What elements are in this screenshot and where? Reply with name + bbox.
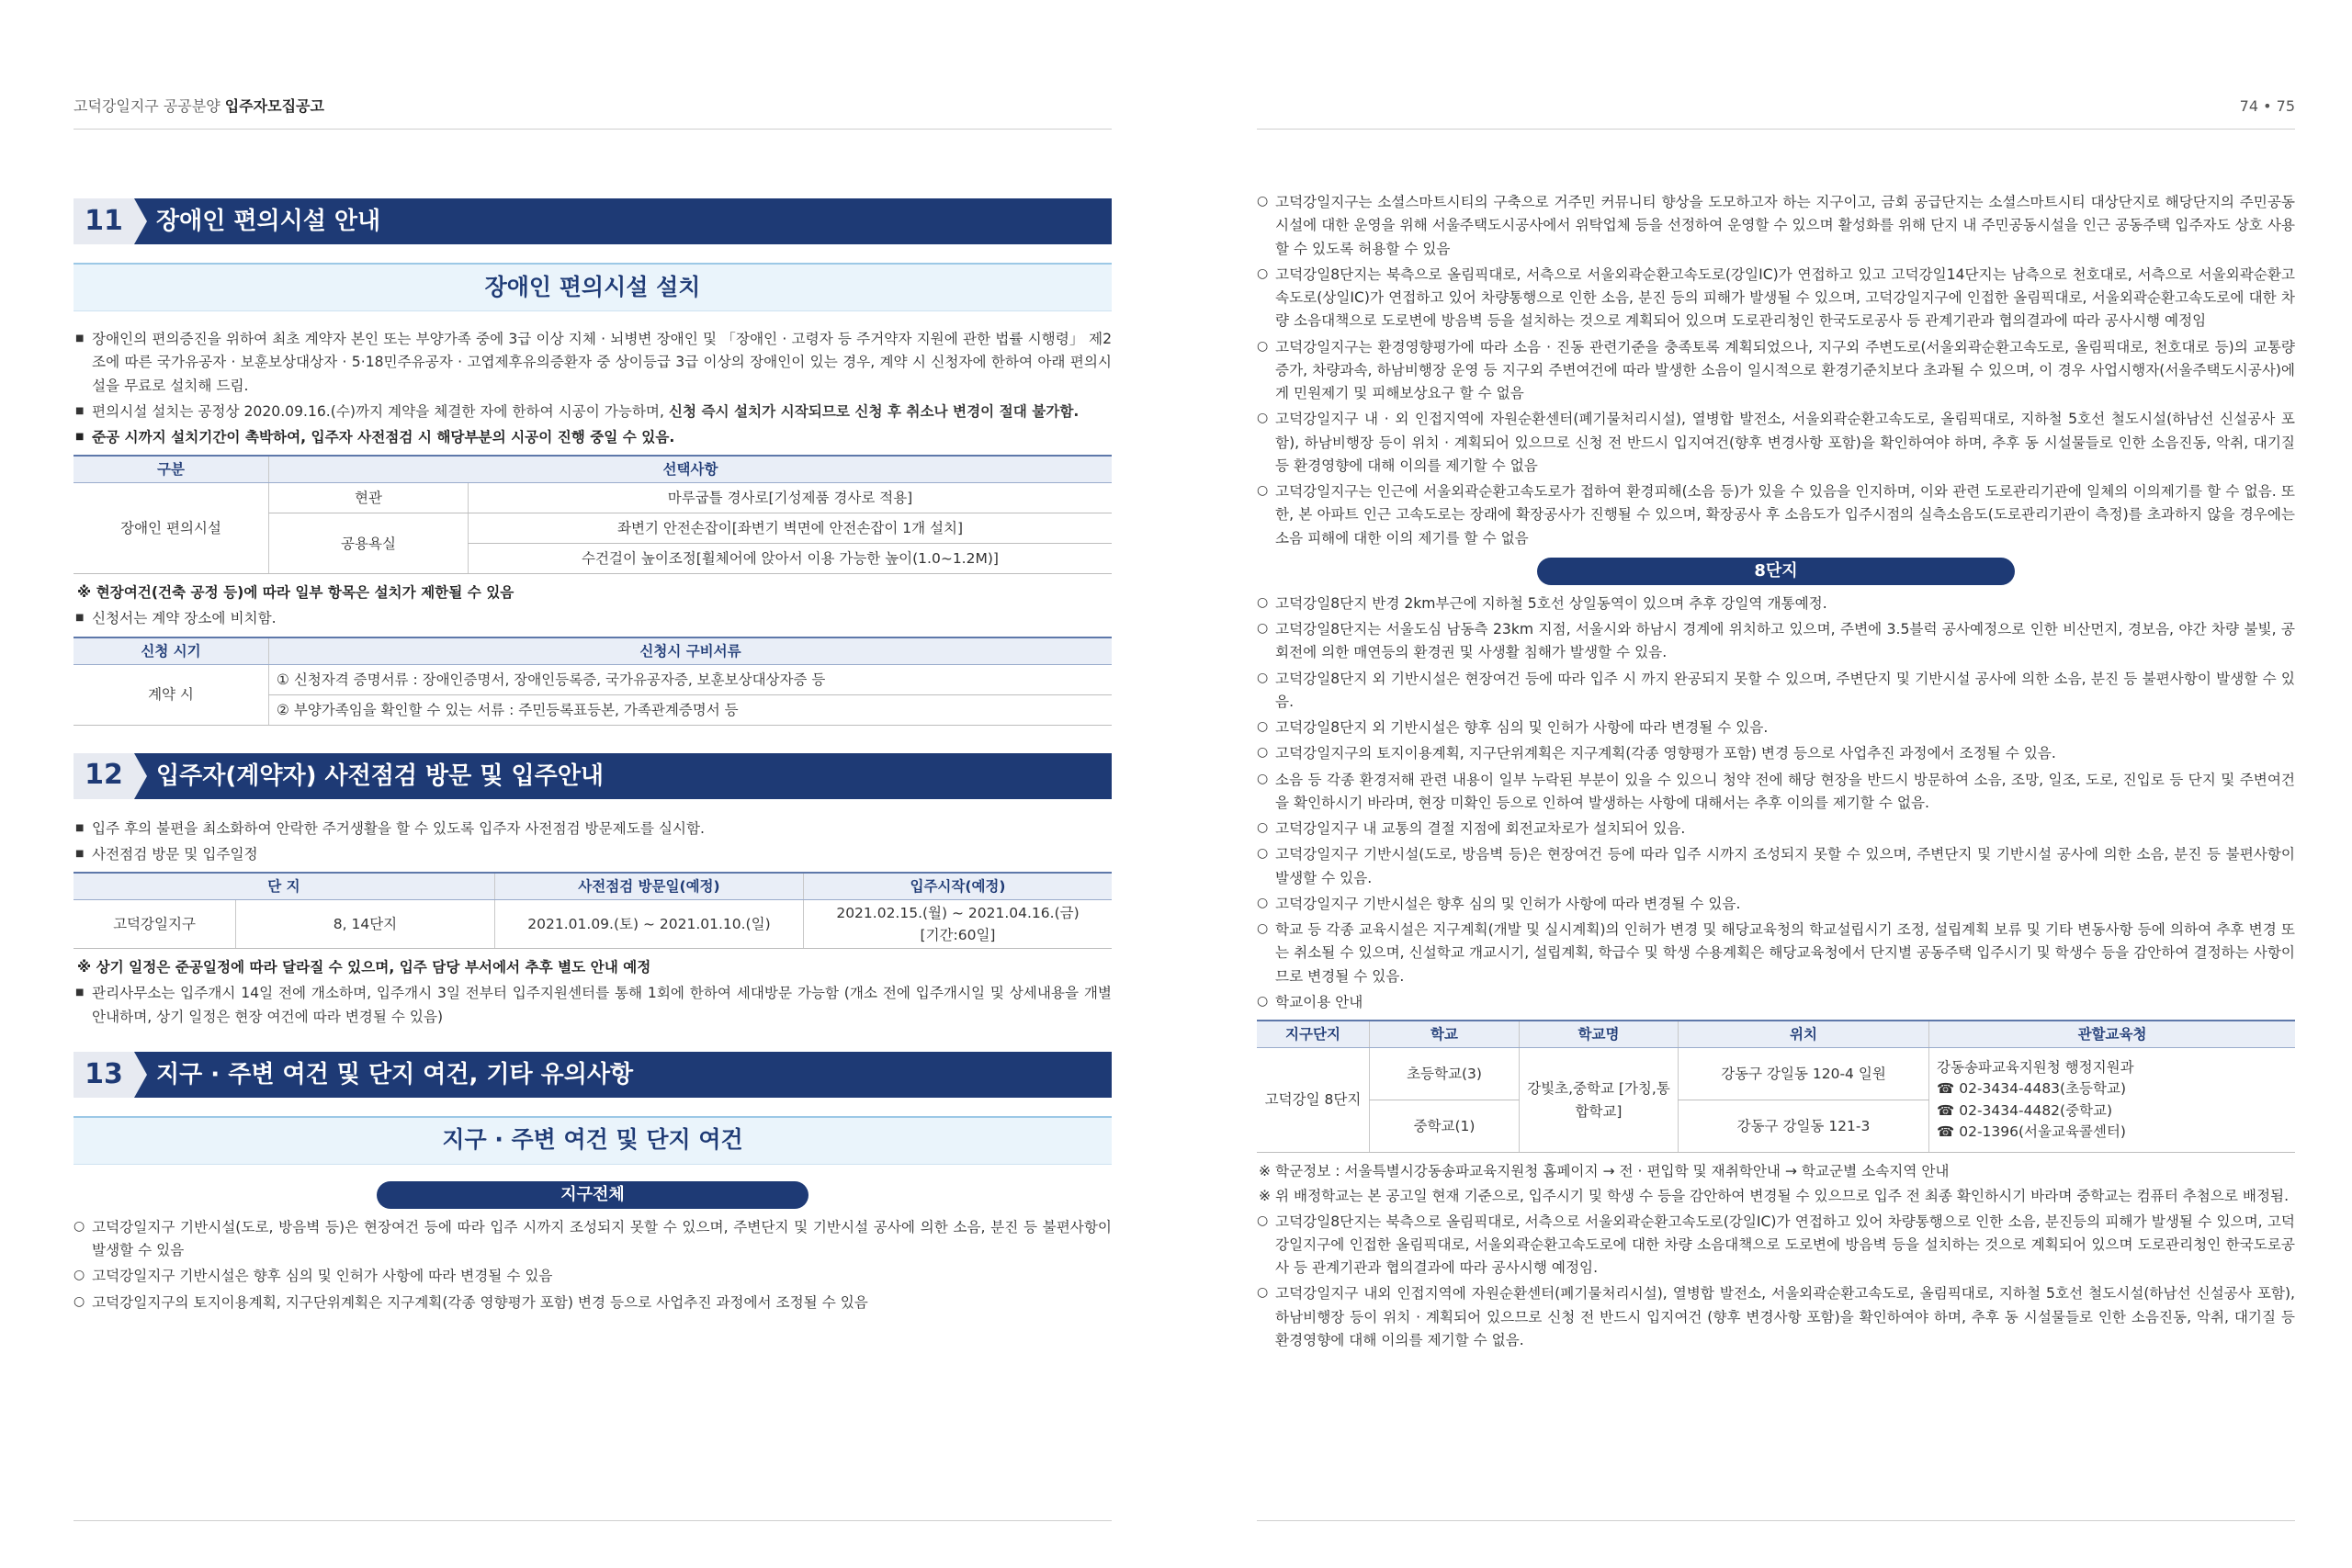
section-number: 13 <box>74 1052 134 1098</box>
circle-bullet-text: ○ 고덕강일지구 기반시설(도로, 방음벽 등)은 현장여건 등에 따라 입주 시까지 조성되지 못할 수 있으며, 주변단지 및 기반시설 공사에 의한 소음, 분진 등 불편사항이 발생할 수 있음 <box>74 1216 1112 1263</box>
subsection-band: 지구 · 주변 여건 및 단지 여건 <box>74 1116 1112 1165</box>
circle-bullet-text: ○ 고덕강일지구는 인근에 서울외곽순환고속도로가 접하여 환경피해(소음 등)가 있을 수 있음을 인지하며, 이와 관련 도로관리기관에 일체의 이의제기를 할 수 없음. 또한, 본 아파트 인근 고속도로는 장래에 확장공사가 진행될 수 있으며, 확장공사 후 소음도가 입주시점의 실측소음도(도로관리기관이 측정)를 초과하지 않을 경우에는 소음 피해에 대한 이의 제기를 할 수 없음 <box>1257 480 2295 550</box>
circle-bullet-text: ○ 고덕강일8단지 외 기반시설은 향후 심의 및 인허가 사항에 따라 변경될 수 있음. <box>1257 716 2295 739</box>
table-header: 구분 <box>74 456 269 483</box>
subsection-band: 장애인 편의시설 설치 <box>74 263 1112 311</box>
note-text: ※ 위 배정학교는 본 공고일 현재 기준으로, 입주시기 및 학생 수 등을 감안하여 변경될 수 있으므로 입주 전 최종 확인하시기 바라며 중학교는 컴퓨터 추첨으로 배정됨. <box>1259 1188 2290 1205</box>
section-number: 12 <box>74 753 134 799</box>
table-cell: 2021.01.09.(토) ~ 2021.01.10.(일) <box>494 900 803 949</box>
table-header: 단 지 <box>74 873 494 900</box>
circle-bullet-text: ○ 고덕강일8단지 반경 2km부근에 지하철 5호선 상일동역이 있으며 추후 강일역 개통예정. <box>1257 592 2295 615</box>
table-cell: 마루굽틀 경사로[기성제품 경사로 적용] <box>469 483 1113 513</box>
facility-table <box>74 455 1112 574</box>
bullet-text: ■ 준공 시까지 설치기간이 촉박하여, 입주자 사전점검 시 해당부분의 시공이 진행 중일 수 있음. <box>74 426 1112 449</box>
table-cell: 강동송파교육지원청 행정지원과 ☎ 02-3434-4483(초등학교) ☎ 02-3434-4482(중학교) ☎ 02-1396(서울교육콜센터) <box>1929 1048 2296 1153</box>
table-header: 학교명 <box>1520 1021 1679 1048</box>
table-cell: 공용욕실 <box>269 513 469 574</box>
bullet-text: ■ 관리사무소는 입주개시 14일 전에 개소하며, 입주개시 3일 전부터 입주지원센터를 통해 1회에 한하여 세대방문 가능함 (개소 전에 입주개시일 및 상세내용을 개별 안내하며, 상기 일정은 현장 여건에 따라 변경될 수 있음) <box>74 982 1112 1029</box>
table-header: 학교 <box>1370 1021 1520 1048</box>
table-cell: ① 신청자격 증명서류 : 장애인증명서, 장애인등록증, 국가유공자증, 보훈보상대상자증 등 <box>269 664 1113 694</box>
header-title: 입주자모집공고 <box>224 97 324 115</box>
circle-bullet-text: ○ 고덕강일지구 기반시설은 향후 심의 및 인허가 사항에 따라 변경될 수 있음 <box>74 1265 1112 1288</box>
circle-bullet-text: ○ 고덕강일지구의 토지이용계획, 지구단위계획은 지구계획(각종 영향평가 포함) 변경 등으로 사업추진 과정에서 조정될 수 있음. <box>1257 742 2295 765</box>
table-cell: 계약 시 <box>74 664 269 725</box>
running-header <box>74 96 324 118</box>
bullet-text: ■ 입주 후의 불편을 최소화하여 안락한 주거생활을 할 수 있도록 입주자 사전점검 방문제도를 실시함. <box>74 818 1112 840</box>
table-header: 입주시작(예정) <box>804 873 1113 900</box>
footer-rule <box>74 1520 1112 1521</box>
school-info-table <box>1257 1020 2295 1153</box>
move-in-schedule-table <box>74 872 1112 949</box>
table-header: 신청시 구비서류 <box>269 637 1113 665</box>
table-cell: 수건걸이 높이조정[휠체어에 앉아서 이용 가능한 높이(1.0~1.2M)] <box>469 544 1113 574</box>
table-header: 신청 시기 <box>74 637 269 665</box>
circle-bullet-text: ○ 고덕강일8단지는 서울도심 남동측 23km 지점, 서울시와 하남시 경계에 위치하고 있으며, 주변에 3.5블럭 공사예정으로 인한 비산먼지, 경보음, 야간 차량 불빛, 공회전에 의한 매연등의 환경권 및 사생활 침해가 발생할 수 있음. <box>1257 618 2295 665</box>
section-arrow <box>134 198 147 244</box>
table-cell: 현관 <box>269 483 469 513</box>
table-header: 지구단지 <box>1257 1021 1370 1048</box>
circle-bullet-text: ○ 학교 등 각종 교육시설은 지구계획(개발 및 실시계획)의 인허가 변경 및 해당교육청의 학교설립시기 조정, 설립계획 보류 및 기타 변동사항 등에 의하여 추후 변경 또는 취소될 수 있으며, 신설학교 개교시기, 설립계획, 학급수 및 학생 수용계획은 해당교육청에서 단지별 공동주택 입주시기 및 학생수 등을 감안하여 결정하는 사항이므로 변경될 수 있음. <box>1257 919 2295 988</box>
section-title: 입주자(계약자) 사전점검 방문 및 입주안내 <box>147 753 1112 799</box>
table-cell: 강동구 강일동 120-4 일원 <box>1679 1048 1929 1100</box>
header-rule <box>1257 129 2295 130</box>
circle-bullet-text: ○ 고덕강일지구는 소셜스마트시티의 구축으로 거주민 커뮤니티 향상을 도모하고자 하는 지구이고, 금회 공급단지는 소셜스마트시티 대상단지로 해당단지의 주민공동시설에 대한 운영을 위해 서울주택도시공사에서 위탁업체 등을 선정하여 운영할 수 있으며 활성화를 위해 단지 내 주민공동시설을 인근 공동주택 입주자도 상호 사용할 수 있도록 허용할 수 있음 <box>1257 191 2295 261</box>
table-cell: 초등학교(3) <box>1370 1048 1520 1100</box>
circle-bullet-text: ○ 학교이용 안내 <box>1257 991 2295 1014</box>
table-cell: 2021.02.15.(월) ~ 2021.04.16.(금) [기간:60일] <box>804 900 1113 949</box>
circle-bullet-text: ○ 고덕강일지구 내 · 외 인접지역에 자원순환센터(폐기물처리시설), 열병합 발전소, 서울외곽순환고속도로, 올림픽대로, 지하철 5호선 철도시설(하남선 신설공사 포함), 하남비행장 등이 위치 · 계획되어 있으므로 신청 전 반드시 입지여건(향후 변경사항 포함)을 확인하여야 하며, 추후 동 시설물들로 인한 소음진동, 악취, 대기질 등 환경영향에 대해 이의를 제기할 수 없음 <box>1257 408 2295 478</box>
note-text: ※ 상기 일정은 준공일정에 따라 달라질 수 있으며, 입주 담당 부서에서 추후 별도 안내 예정 <box>77 959 651 976</box>
section-arrow <box>134 753 147 799</box>
table-header: 선택사항 <box>269 456 1113 483</box>
section-heading-13 <box>74 1052 1112 1098</box>
header-rule <box>74 129 1112 130</box>
table-cell: 좌변기 안전손잡이[좌변기 벽면에 안전손잡이 1개 설치] <box>469 513 1113 544</box>
note-text: ※ 학군정보 : 서울특별시강동송파교육지원청 홈페이지 → 전 · 편입학 및 재취학안내 → 학교군별 소속지역 안내 <box>1259 1163 1950 1179</box>
bullet-text: ■ 장애인의 편의증진을 위하여 최초 계약자 본인 또는 부양가족 중에 3급 이상 지체 · 뇌병변 장애인 및 「장애인 · 고령자 등 주거약자 지원에 관한 법률 시행령」 제2조에 따른 국가유공자 · 보훈보상대상자 · 5·18민주유공자 · 고엽제후유의증환자 중 상이등급 3급 이상의 장애인이 있는 경우, 계약 시 신청자에 한하여 아래 편의시설을 무료로 설치해 드림. <box>74 328 1112 398</box>
section-arrow <box>134 1052 147 1098</box>
section-title: 장애인 편의시설 안내 <box>147 198 1112 244</box>
table-cell: ② 부양가족임을 확인할 수 있는 서류 : 주민등록표등본, 가족관계증명서 등 <box>269 694 1113 725</box>
table-cell: 장애인 편의시설 <box>74 483 269 574</box>
table-cell: 강빛초,중학교 [가칭,통합학교] <box>1520 1048 1679 1153</box>
header-doc: 고덕강일지구 공공분양 <box>74 97 220 115</box>
circle-bullet-text: ○ 고덕강일지구 내외 인접지역에 자원순환센터(폐기물처리시설), 열병합 발전소, 서울외곽순환고속도로, 올림픽대로, 지하철 5호선 철도시설(하남선 신설공사 포함), 하남비행장 등이 위치 · 계획되어 있으므로 신청 전 반드시 입지여건 (향후 변경사항 포함)을 확인하여야 하며, 추후 동 시설물들로 인한 소음진동, 악취, 대기질 등 환경영향에 대해 이의를 제기할 수 없음. <box>1257 1282 2295 1352</box>
page-numbers: 74 • 75 <box>2239 97 2295 115</box>
table-cell: 강동구 강일동 121-3 <box>1679 1100 1929 1153</box>
complex-pill-label: 8단지 <box>1537 558 2015 585</box>
circle-bullet-text: ○ 고덕강일8단지는 북측으로 올림픽대로, 서측으로 서울외곽순환고속도로(강일IC)가 연접하고 있어 차량통행으로 인한 소음, 분진등의 피해가 발생될 수 있으며, 고덕강일지구에 인접한 올림픽대로, 서울외곽순환고속도로에 대한 차량 소음대책으로 도로변에 방음벽 등을 설치하는 것으로 계획되어 있으며 도로관리청인 한국도로공사 등 관계기관과 협의결과에 따라 공사시행 예정임. <box>1257 1211 2295 1280</box>
table-cell: 8, 14단지 <box>236 900 495 949</box>
circle-bullet-text: ○ 고덕강일8단지는 북측으로 올림픽대로, 서측으로 서울외곽순환고속도로(강일IC)가 연접하고 있고 고덕강일14단지는 남측으로 천호대로, 서측으로 서울외곽순환고속도로(상일IC)가 연접하고 있어 차량통행으로 인한 소음, 분진 등의 피해가 발생될 수 있으며, 고덕강일지구에 인접한 올림픽대로, 서울외곽순환고속도로에 대한 차량 소음대책으로 도로변에 방음벽 등을 설치하는 것으로 계획되어 있으며 도로관리청인 한국도로공사 등 관계기관과 협의결과에 따라 공사시행 예정임 <box>1257 264 2295 333</box>
circle-bullet-text: ○ 고덕강일지구는 환경영향평가에 따라 소음 · 진동 관련기준을 충족토록 계획되었으나, 지구외 주변도로(서울외곽순환고속도로, 올림픽대로, 천호대로 등)의 교통량 증가, 차량과속, 하남비행장 운영 등 지구외 주변여건에 따라 발생한 소음이 일시적으로 환경기준치보다 초과될 수 있으며, 이 경우 사업시행자(서울주택도시공사)에게 민원제기 및 피해보상요구 할 수 없음 <box>1257 336 2295 406</box>
circle-bullet-text: ○ 고덕강일8단지 외 기반시설은 현장여건 등에 따라 입주 시 까지 완공되지 못할 수 있으며, 주변단지 및 기반시설 공사에 의한 소음, 분진 등 불편사항이 발생할 수 있음. <box>1257 668 2295 715</box>
right-content <box>1257 191 2295 1355</box>
circle-bullet-text: ○ 고덕강일지구 기반시설(도로, 방음벽 등)은 현장여건 등에 따라 입주 시까지 조성되지 못할 수 있으며, 주변단지 및 기반시설 공사에 의한 소음, 분진 등 불편사항이 발생할 수 있음. <box>1257 843 2295 890</box>
note-text: ※ 현장여건(건축 공정 등)에 따라 일부 항목은 설치가 제한될 수 있음 <box>77 584 514 602</box>
bullet-text: ■ 사전점검 방문 및 입주일정 <box>74 843 1112 866</box>
table-header: 관할교육청 <box>1929 1021 2296 1048</box>
bullet-text: ■ 신청서는 계약 장소에 비치함. <box>74 607 1112 630</box>
section-number: 11 <box>74 198 134 244</box>
table-header: 사전점검 방문일(예정) <box>494 873 803 900</box>
table-cell: 중학교(1) <box>1370 1100 1520 1153</box>
table-cell: 고덕강일지구 <box>74 900 236 949</box>
circle-bullet-text: ○ 소음 등 각종 환경저해 관련 내용이 일부 누락된 부분이 있을 수 있으니 청약 전에 해당 현장을 반드시 방문하여 소음, 조망, 일조, 도로, 진입로 등 단지 및 주변여건을 확인하시기 바라며, 현장 미확인 등으로 인하여 발생하는 사항에 대해서는 추후 이의를 제기할 수 없음. <box>1257 769 2295 816</box>
section-title: 지구 · 주변 여건 및 단지 여건, 기타 유의사항 <box>147 1052 1112 1098</box>
table-cell: 고덕강일 8단지 <box>1257 1048 1370 1153</box>
section-heading-12 <box>74 753 1112 799</box>
left-content <box>74 191 1112 1317</box>
circle-bullet-text: ○ 고덕강일지구의 토지이용계획, 지구단위계획은 지구계획(각종 영향평가 포함) 변경 등으로 사업추진 과정에서 조정될 수 있음 <box>74 1292 1112 1314</box>
district-pill-label: 지구전체 <box>377 1181 808 1209</box>
footer-rule <box>1257 1520 2295 1521</box>
table-header: 위치 <box>1679 1021 1929 1048</box>
application-table <box>74 637 1112 726</box>
bullet-text: ■ 편의시설 설치는 공정상 2020.09.16.(수)까지 계약을 체결한 자에 한하여 시공이 가능하며, 신청 즉시 설치가 시작되므로 신청 후 취소나 변경이 절대 불가함. <box>74 400 1112 423</box>
circle-bullet-text: ○ 고덕강일지구 내 교통의 결절 지점에 회전교차로가 설치되어 있음. <box>1257 818 2295 840</box>
section-heading-11 <box>74 198 1112 244</box>
circle-bullet-text: ○ 고덕강일지구 기반시설은 향후 심의 및 인허가 사항에 따라 변경될 수 있음. <box>1257 893 2295 916</box>
